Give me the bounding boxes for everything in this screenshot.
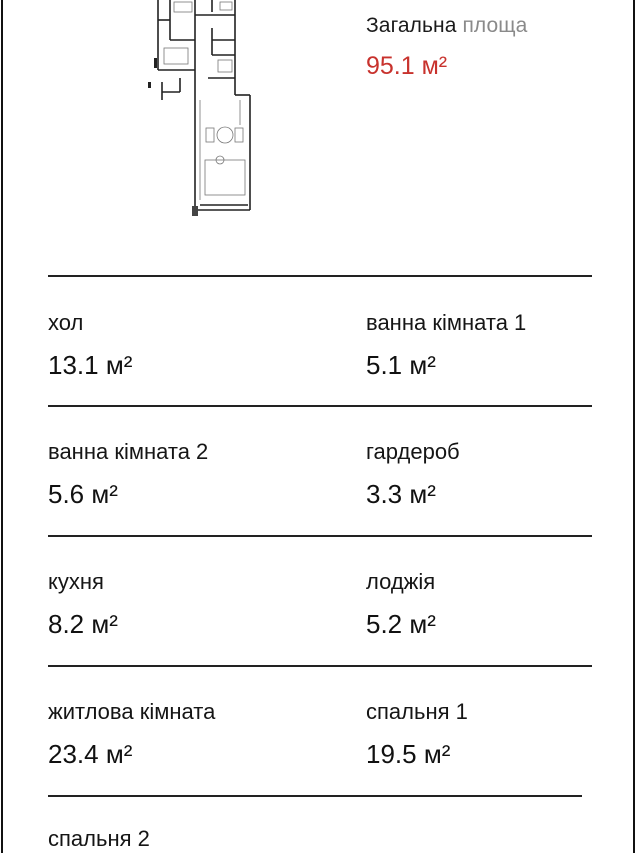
room-living-room	[48, 699, 215, 769]
total-area-block	[366, 14, 527, 81]
room-name: кухня	[48, 569, 104, 594]
room-kitchen	[48, 569, 118, 639]
room-area: 5.6 м²	[48, 479, 118, 509]
room-bathroom-2	[48, 439, 208, 509]
divider-2	[48, 405, 592, 407]
room-bathroom-1	[366, 310, 526, 380]
floor-plan-image	[140, 0, 270, 225]
total-area-label-main: Загальна	[366, 14, 463, 37]
frame-right-border	[633, 0, 635, 853]
room-area: 8.2 м²	[48, 609, 118, 639]
room-hall	[48, 310, 132, 380]
room-area: 3.3 м²	[366, 479, 436, 509]
room-area: 23.4 м²	[48, 739, 133, 769]
frame-left-border	[1, 0, 3, 853]
room-loggia	[366, 569, 436, 639]
room-area: 13.1 м²	[48, 350, 133, 380]
divider-1	[48, 275, 592, 277]
room-area: 5.1 м²	[366, 350, 436, 380]
room-name: хол	[48, 310, 84, 335]
room-bedroom-1	[366, 699, 468, 769]
room-name: лоджія	[366, 569, 436, 594]
room-name: ванна кімната 1	[366, 310, 527, 335]
room-area: 5.2 м²	[366, 609, 436, 639]
divider-5	[48, 795, 582, 797]
room-area: 19.5 м²	[366, 739, 451, 769]
total-area-label	[366, 14, 527, 38]
room-name: спальня 2	[48, 826, 150, 851]
divider-3	[48, 535, 592, 537]
total-area-label-faded: площа	[462, 14, 528, 37]
room-name: гардероб	[366, 439, 460, 464]
room-bedroom-2	[48, 826, 150, 866]
room-name: спальня 1	[366, 699, 468, 724]
divider-4	[48, 665, 592, 667]
total-area-value: 95.1 м²	[366, 52, 448, 80]
room-name: ванна кімната 2	[48, 439, 209, 464]
room-name: житлова кімната	[48, 699, 216, 724]
room-wardrobe	[366, 439, 460, 509]
